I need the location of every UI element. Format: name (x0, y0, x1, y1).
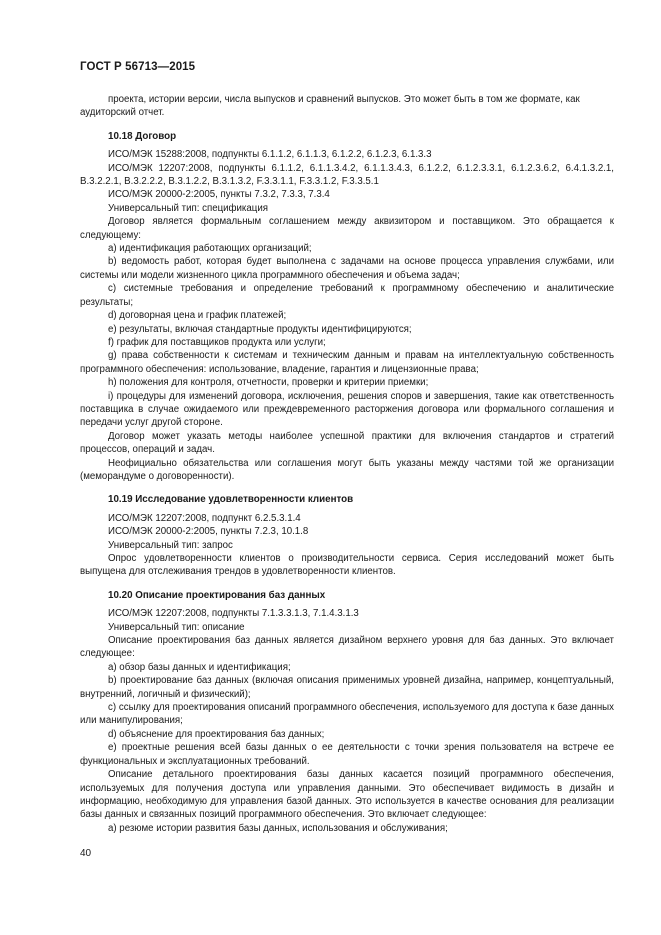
paragraph: Описание проектирования баз данных является дизайном верхнего уровня для баз данных. Это включает следующее: (80, 635, 614, 660)
paragraph: ИСО/МЭК 12207:2008, подпункты 6.1.1.2, 6.1.1.3.4.2, 6.1.1.3.4.3, 6.1.2.2, 6.1.2.3.3.1, 6.1.2.3.6.2, 6.4.1.3.2.1, B.3.2.2.1, B.3.2.2.2, B.3.1.2.2, B.3.1.3.2, F.3.3.1.1, F.3.3.1.2, F.3.3.5.1 (80, 162, 614, 188)
list-item: d) договорная цена и график платежей; (108, 310, 287, 322)
paragraph: Универсальный тип: спецификация (108, 202, 268, 214)
paragraph: Описание детального проектирования базы данных касается позиций программного обеспечения, используемых для получения доступа или управления данными. Это обеспечивает видимость в дизайн и информацию, необходимую для управления базой данных. Это используется в качестве основания для реализации базы данных и связанных позиций программного обеспечения. Это включает следующее: (80, 769, 614, 821)
list-item: g) права собственности к системам и техническим данным и правам на интеллектуальную собственность программного обеспечения: использование, владение, гарантия и лицензионные права; (80, 350, 614, 375)
section-10-19-body (80, 512, 614, 579)
paragraph: ИСО/МЭК 20000-2:2005, пункты 7.3.2, 7.3.3, 7.3.4 (108, 189, 330, 201)
list-item: a) идентификация работающих организаций; (108, 243, 312, 255)
list-item: c) ссылку для проектирования описаний программного обеспечения, используемого для доступа к базе данных или манипулирования; (80, 702, 614, 727)
page-number: 40 (80, 848, 92, 859)
list-item: c) системные требования и определение требований к программному обеспечению и аналитические результаты; (80, 283, 614, 308)
paragraph: ИСО/МЭК 12207:2008, подпункты 7.1.3.3.1.3, 7.1.4.3.1.3 (108, 608, 359, 620)
list-item: f) график для поставщиков продукта или услуги; (108, 336, 326, 348)
section-10-18-body (80, 148, 614, 483)
page-content (80, 93, 614, 835)
list-item: h) положения для контроля, отчетности, проверки и критерии приемки; (108, 377, 429, 389)
paragraph: Опрос удовлетворенности клиентов о производительности сервиса. Серия исследований может быть выпущена для отслеживания трендов в удовлетворенности клиентов. (80, 553, 614, 578)
paragraph: ИСО/МЭК 12207:2008, подпункт 6.2.5.3.1.4 (108, 512, 301, 524)
intro-line-1: проекта, истории версии, числа выпусков и сравнений выпусков. Это может быть в том же формате, как (108, 94, 580, 105)
paragraph: ИСО/МЭК 15288:2008, подпункты 6.1.1.2, 6.1.1.3, 6.1.2.2, 6.1.2.3, 6.1.3.3 (108, 149, 432, 161)
paragraph: Неофициально обязательства или соглашения могут быть указаны между частями той же организации (меморандуме о договоренности). (80, 457, 614, 482)
list-item: b) ведомость работ, которая будет выполнена с задачами на основе процесса управления службами, или системы или модели жизненного цикла программного обеспечения и объема задач; (80, 256, 614, 281)
list-item: b) проектирование баз данных (включая описания применимых уровней дизайна, например, концептуальный, внутренний, логичный и физический); (80, 675, 614, 700)
paragraph: Универсальный тип: описание (108, 621, 245, 633)
document-header: ГОСТ Р 56713—2015 (80, 61, 196, 73)
list-item: a) резюме истории развития базы данных, использования и обслуживания; (108, 822, 448, 834)
section-10-20-title: 10.20 Описание проектирования баз данных (108, 589, 326, 601)
list-item: i) процедуры для изменений договора, исключения, решения споров и завершения, такие как ответственность поставщика в случае ожидаемого или преждевременного расторжения договора или формального соглашения и передачи услуг другой стороне. (80, 390, 614, 429)
section-10-18-title: 10.18 Договор (108, 130, 177, 142)
section-10-19-title: 10.19 Исследование удовлетворенности клиентов (108, 494, 354, 506)
paragraph: Универсальный тип: запрос (108, 539, 233, 551)
list-item: a) обзор базы данных и идентификация; (108, 661, 291, 673)
paragraph: Договор является формальным соглашением между аквизитором и поставщиком. Это обращается к следующему: (80, 216, 614, 241)
section-10-20-body (80, 607, 614, 835)
list-item: e) результаты, включая стандартные продукты идентифицируются; (108, 323, 412, 335)
list-item: d) объяснение для проектирования баз данных; (108, 728, 325, 740)
paragraph: ИСО/МЭК 20000-2:2005, пункты 7.2.3, 10.1.8 (108, 526, 309, 538)
intro-line-2: аудиторский отчет. (80, 107, 165, 119)
list-item: e) проектные решения всей базы данных о ее деятельности с точки зрения пользователя на встрече ее функциональных и эксплуатационных требований. (80, 742, 614, 767)
paragraph: Договор может указать методы наиболее успешной практики для включения стандартов и стратегий процессов, операций и задач. (80, 430, 614, 456)
